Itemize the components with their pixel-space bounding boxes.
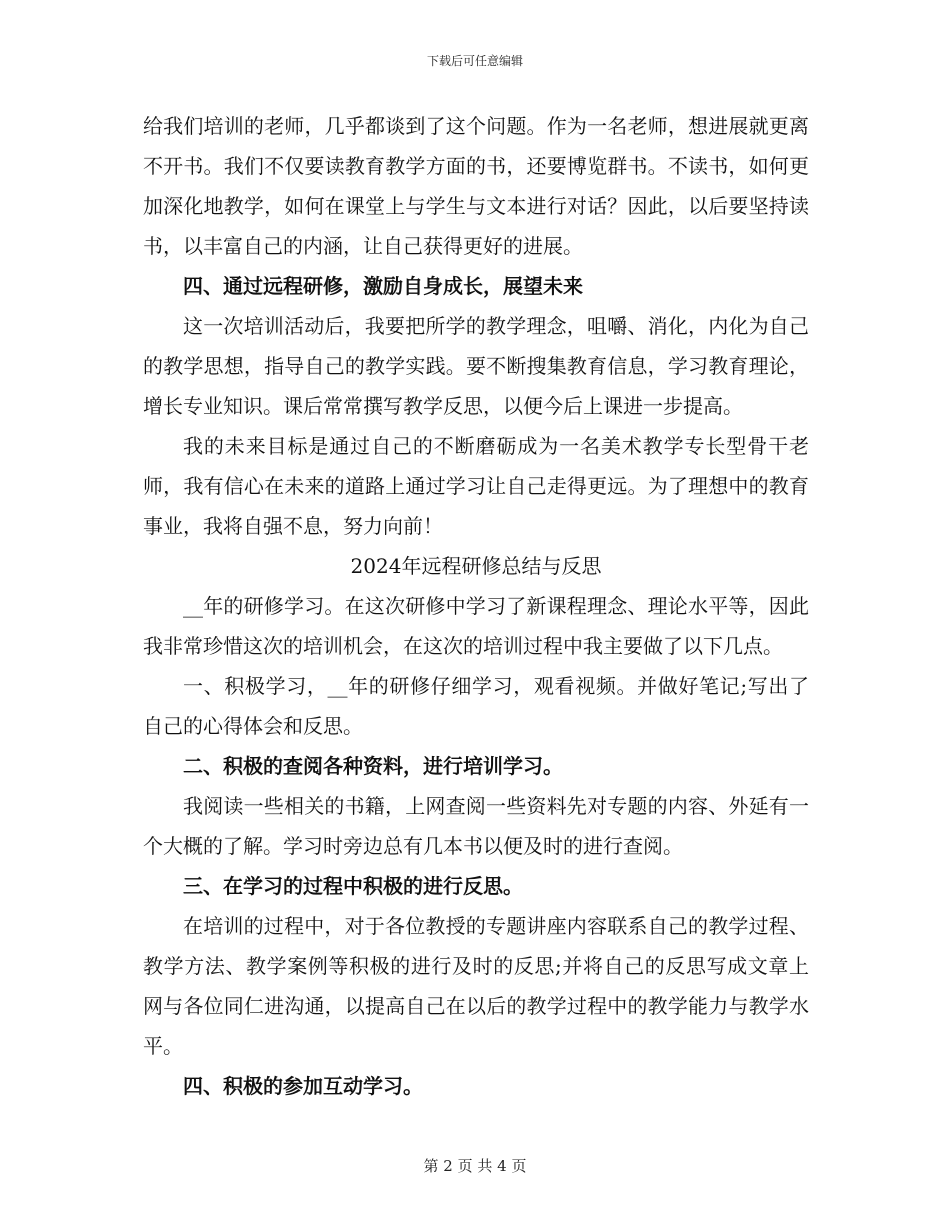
section-heading-two: 二、积极的查阅各种资料，进行培训学习。 (183, 754, 563, 778)
paragraph-reflection: 在培训的过程中，对于各位教授的专题讲座内容联系自己的教学过程、教学方法、教学案例等积极的进行及时的反思;并将自己的反思写成文章上网与各位同仁进沟通，以提高自己在以后的教学过程中的教学能力与教学水平。 (143, 914, 809, 1058)
section-heading-four: 四、通过远程研修，激励自身成长，展望未来 (183, 274, 583, 298)
paragraph-future-goal: 我的未来目标是通过自己的不断磨砺成为一名美术教学专长型骨干老师，我有信心在未来的道路上通过学习让自己走得更远。为了理想中的教育事业，我将自强不息，努力向前！ (143, 434, 809, 538)
page-footer: 第 2 页 共 4 页 (423, 1157, 527, 1175)
document-body (143, 106, 809, 1106)
page-header: 下载后可任意编辑 (426, 54, 523, 68)
paragraph-item-one: 一、积极学习，__年的研修仔细学习，观看视频。并做好笔记;写出了自己的心得体会和反思。 (143, 674, 809, 738)
section-heading-three: 三、在学习的过程中积极的进行反思。 (183, 874, 523, 898)
paragraph-intro: 给我们培训的老师，几乎都谈到了这个问题。作为一名老师，想进展就更离不开书。我们不仅要读教育教学方面的书，还要博览群书。不读书，如何更加深化地教学，如何在课堂上与学生与文本进行对话？因此，以后要坚持读书，以丰富自己的内涵，让自己获得更好的进展。 (143, 114, 809, 258)
paragraph-after-training: 这一次培训活动后，我要把所学的教学理念，咀嚼、消化，内化为自己的教学思想，指导自己的教学实践。要不断搜集教育信息，学习教育理论，增长专业知识。课后常常撰写教学反思，以便今后上课进一步提高。 (143, 314, 809, 418)
paragraph-study: __年的研修学习。在这次研修中学习了新课程理念、理论水平等，因此我非常珍惜这次的培训机会，在这次的培训过程中我主要做了以下几点。 (143, 594, 809, 658)
document-title: 2024年远程研修总结与反思 (350, 554, 602, 578)
section-heading-four-b: 四、积极的参加互动学习。 (183, 1074, 423, 1098)
paragraph-reading: 我阅读一些相关的书籍，上网查阅一些资料先对专题的内容、外延有一个大概的了解。学习时旁边总有几本书以便及时的进行查阅。 (143, 794, 809, 858)
